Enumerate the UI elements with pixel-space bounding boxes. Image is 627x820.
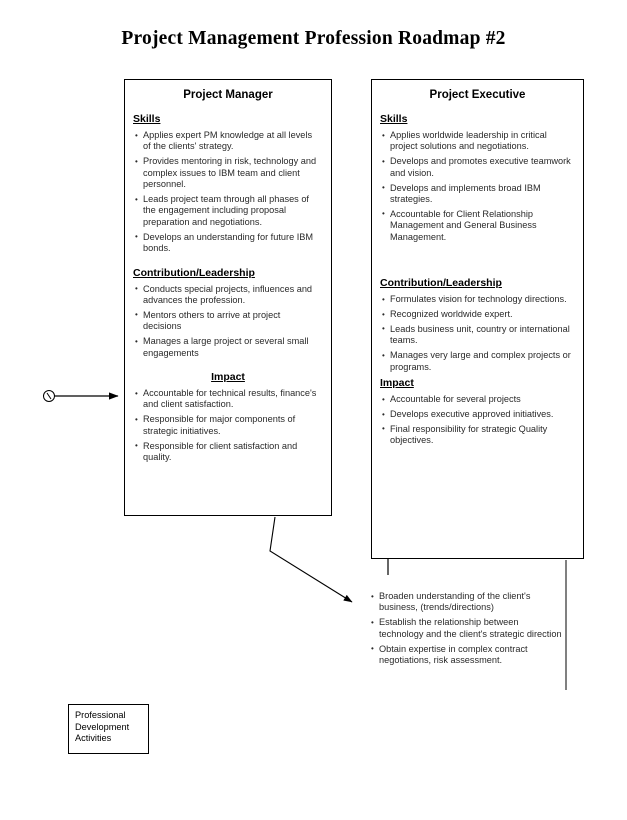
legend-line-2: Development bbox=[75, 721, 130, 732]
list-item: • Accountable for Client Relationship Management and General Business Management. bbox=[390, 209, 573, 243]
list-item: • Establish the relationship between technology and the client's strategic direction bbox=[379, 617, 565, 640]
list-item: • Applies worldwide leadership in critical project solutions and negotiations. bbox=[390, 130, 573, 153]
pe-impact-heading: Impact bbox=[380, 377, 414, 390]
pm-skills-heading: Skills bbox=[133, 113, 161, 125]
list-item: • Accountable for several projects bbox=[390, 394, 573, 405]
list-item: • Accountable for technical results, finance's and client satisfaction. bbox=[143, 388, 321, 411]
pm-contribution-heading: Contribution/Leadership bbox=[133, 266, 255, 279]
pe-skills-list bbox=[372, 130, 583, 243]
list-item: • Develops an understanding for future IBM bonds. bbox=[143, 232, 321, 255]
pm-impact-heading: Impact bbox=[211, 371, 245, 383]
list-item: • Formulates vision for technology directions. bbox=[390, 294, 573, 305]
list-item: • Mentors others to arrive at project decisions bbox=[143, 310, 321, 333]
project-manager-title: Project Manager bbox=[183, 89, 273, 101]
project-executive-title: Project Executive bbox=[429, 89, 526, 101]
pe-contribution-heading: Contribution/Leadership bbox=[380, 277, 502, 290]
list-item: • Broaden understanding of the client's business, (trends/directions) bbox=[379, 591, 565, 614]
list-item: • Manages very large and complex projects or programs. bbox=[390, 350, 573, 373]
pm-skills-list bbox=[125, 130, 331, 255]
list-item: • Applies expert PM knowledge at all levels of the clients' strategy. bbox=[143, 130, 321, 153]
list-item: • Recognized worldwide expert. bbox=[390, 309, 573, 320]
development-activities-list bbox=[365, 586, 575, 670]
list-item: • Final responsibility for strategic Quality objectives. bbox=[390, 424, 573, 447]
pm-impact-list bbox=[125, 388, 331, 463]
list-item: • Conducts special projects, influences and advances the profession. bbox=[143, 284, 321, 307]
pe-skills-heading: Skills bbox=[380, 113, 408, 125]
list-item: • Responsible for major components of strategic initiatives. bbox=[143, 414, 321, 437]
list-item: • Responsible for client satisfaction and quality. bbox=[143, 441, 321, 464]
pm-contribution-list bbox=[125, 284, 331, 359]
list-item: • Develops and promotes executive teamwork and vision. bbox=[390, 156, 573, 179]
list-item: • Develops and implements broad IBM strategies. bbox=[390, 183, 573, 206]
list-item: • Leads project team through all phases of the engagement including proposal preparation and negotiations. bbox=[143, 194, 321, 228]
list-item: • Obtain expertise in complex contract negotiations, risk assessment. bbox=[379, 644, 565, 667]
list-item: • Develops executive approved initiatives. bbox=[390, 409, 573, 420]
project-manager-box bbox=[124, 79, 332, 516]
list-item: • Provides mentoring in risk, technology and complex issues to IBM team and client personnel. bbox=[143, 156, 321, 190]
pe-impact-list bbox=[372, 394, 583, 447]
list-item: • Leads business unit, country or international teams. bbox=[390, 324, 573, 347]
list-item: • Manages a large project or several small engagements bbox=[143, 336, 321, 359]
project-executive-box bbox=[371, 79, 584, 559]
legend-line-3: Activities bbox=[75, 733, 112, 743]
legend-professional-development-activities bbox=[68, 704, 149, 754]
pe-contribution-list bbox=[372, 294, 583, 373]
page-title: Project Management Profession Roadmap #2 bbox=[121, 28, 506, 49]
legend-line-1: Professional bbox=[75, 710, 126, 720]
